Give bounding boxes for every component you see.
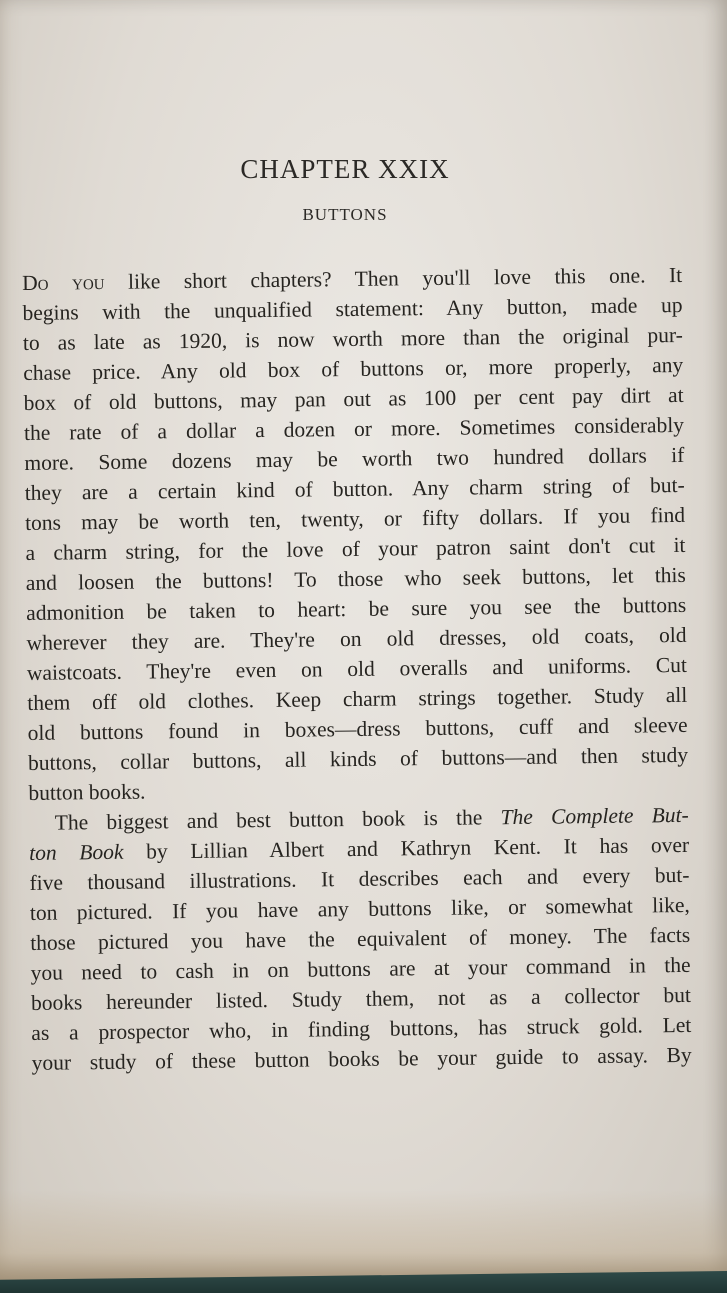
text-line: as a prospector who, in finding buttons, has struck gold. Let	[31, 1012, 692, 1045]
text-line: a charm string, for the love of your patron saint don't cut it	[25, 532, 686, 565]
opening-words: Do you	[22, 269, 105, 295]
text-line: admonition be taken to heart: be sure you see the buttons	[26, 592, 687, 625]
book-title-italic: ton Book	[29, 839, 124, 865]
text-line: buttons, collar buttons, all kinds of buttons—and then study	[27, 742, 689, 775]
text-line-content: like short chapters? Then you'll love this one. It	[104, 262, 683, 294]
text-line: button books.	[28, 779, 146, 805]
text-line: books hereunder listed. Study them, not as a collector but	[30, 982, 692, 1015]
text-line: more. Some dozens may be worth two hundred dollars if	[24, 442, 685, 475]
text-line: your study of these button books be your guide to assay. By	[31, 1042, 692, 1075]
text-line: to as late as 1920, is now worth more than the original pur-	[22, 322, 684, 355]
chapter-subtitle: BUTTONS	[302, 205, 388, 224]
book-title-italic: The Complete But-	[500, 802, 689, 830]
paragraph-2	[29, 800, 692, 1078]
text-line: them off old clothes. Keep charm strings together. Study all	[27, 682, 688, 715]
text-line-content: by Lillian Albert and Kathryn Kent. It has over	[123, 832, 690, 864]
text-line: begins with the unqualified statement: Any button, made up	[22, 292, 683, 325]
text-line: the rate of a dollar a dozen or more. Sometimes considerably	[23, 412, 685, 445]
text-line: five thousand illustrations. It describes each and every but-	[29, 862, 690, 895]
text-line-content: The biggest and best button book is the	[54, 805, 501, 835]
text-line: waistcoats. They're even on old overalls and uniforms. Cut	[26, 652, 688, 685]
text-line: ton pictured. If you have any buttons like, or somewhat like,	[29, 892, 690, 925]
paragraph-1	[22, 260, 689, 808]
text-line: you need to cash in on buttons are at your command in the	[30, 952, 691, 985]
text-line: and loosen the buttons! To those who seek buttons, let this	[25, 562, 686, 595]
text-line: old buttons found in boxes—dress buttons, cuff and sleeve	[27, 712, 688, 745]
text-line: they are a certain kind of button. Any charm string of but-	[24, 472, 685, 505]
text-line: those pictured you have the equivalent of money. The facts	[30, 922, 691, 955]
page-bottom-edge	[0, 1190, 727, 1280]
body-text	[22, 260, 692, 1078]
text-line: tons may be worth ten, twenty, or fifty dollars. If you find	[24, 502, 686, 535]
text-line: chase price. Any old box of buttons or, more properly, any	[23, 352, 684, 385]
text-line: wherever they are. They're on old dresses, old coats, old	[26, 622, 687, 655]
chapter-title: CHAPTER XXIX	[240, 154, 450, 184]
text-line: box of old buttons, may pan out as 100 per cent pay dirt at	[23, 382, 684, 415]
